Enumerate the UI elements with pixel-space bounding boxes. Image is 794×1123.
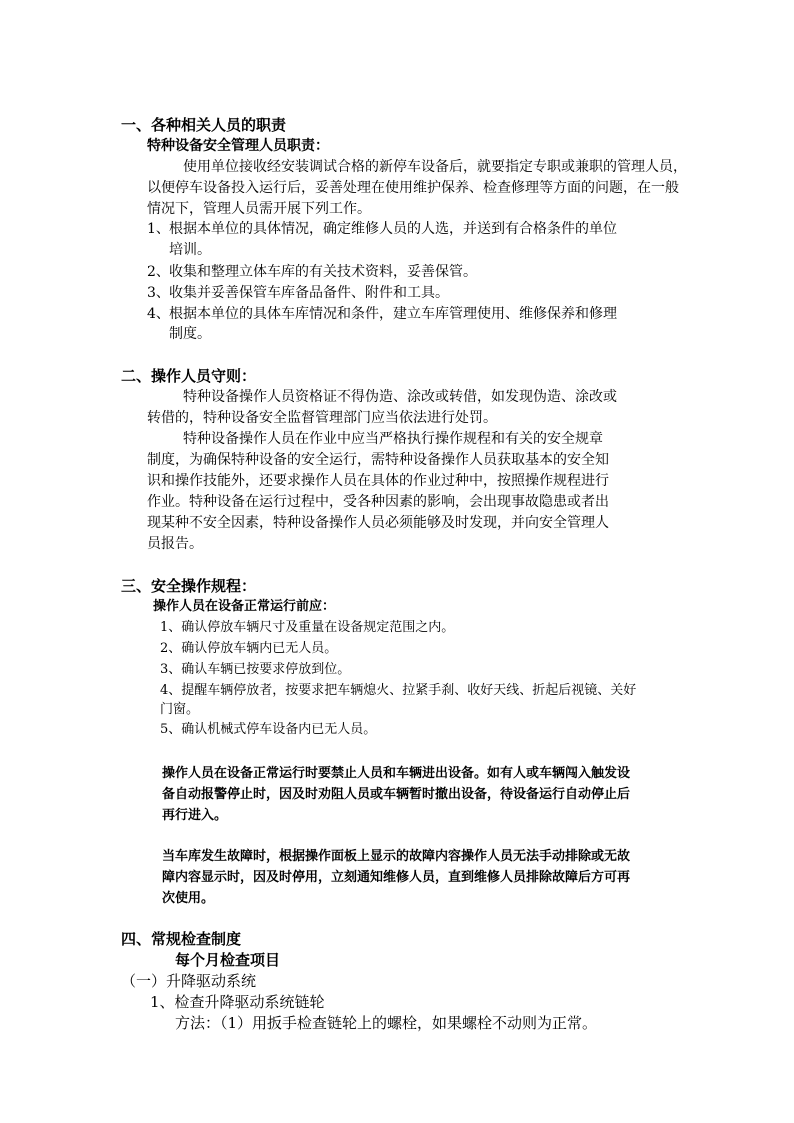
- section2-para2-line-2: 制度，为确保特种设备的安全运行，需特种设备操作人员获取基本的安全知: [147, 452, 609, 468]
- section3-bold-para2-line-3: 次使用。: [162, 891, 215, 906]
- list-item-continuation: 门窗。: [160, 702, 200, 717]
- list-item-number: 2、: [147, 264, 170, 280]
- list-item-continuation: 培训。: [169, 242, 211, 258]
- list-item: 1、确认停放车辆尺寸及重量在设备规定范围之内。: [160, 620, 455, 635]
- section4-heading: 四、常规检查制度: [121, 930, 242, 948]
- list-item-number: 4、: [147, 306, 170, 322]
- section3-subheading: 操作人员在设备正常运行前应：: [153, 599, 336, 614]
- section2-para2-line-4: 作业。特种设备在运行过程中，受各种因素的影响，会出现事故隐患或者出: [147, 494, 609, 510]
- list-item-text: 收集和整理立体车库的有关技术资料，妥善保管。: [169, 264, 477, 280]
- section3-bold-para1-line-3: 再行进入。: [162, 808, 228, 823]
- list-item: 4、提醒车辆停放者，按要求把车辆熄火、拉紧手刹、收好天线、折起后视镜、关好: [160, 683, 637, 698]
- section4-item: 1、检查升降驱动系统链轮: [150, 993, 325, 1011]
- section2-para1-line-2: 转借的，特种设备安全监督管理部门应当依法进行处罚。: [147, 410, 497, 426]
- list-item: [147, 262, 477, 282]
- list-item: 3、确认车辆已按要求停放到位。: [160, 662, 351, 677]
- section4-subsection-title: （一）升降驱动系统: [121, 972, 257, 990]
- list-item: [147, 219, 617, 239]
- section2-para2-line-1: 特种设备操作人员在作业中应当严格执行操作规程和有关的安全规章: [183, 431, 603, 447]
- list-item-text: 收集并妥善保管车库备品备件、附件和工具。: [169, 285, 449, 301]
- list-item: 2、确认停放车辆内已无人员。: [160, 641, 338, 656]
- list-item: 5、确认机械式停车设备内已无人员。: [160, 722, 377, 737]
- section1-subheading: 特种设备安全管理人员职责：: [147, 138, 329, 154]
- section2-para2-line-3: 识和操作技能外，还要求操作人员在具体的作业过种中，按照操作规程进行: [147, 473, 609, 489]
- list-item: [147, 304, 617, 324]
- section2-para2-line-5: 现某种不安全因素，特种设备操作人员必须能够及时发现，并向安全管理人: [147, 515, 609, 531]
- section3-heading: 三、安全操作规程：: [121, 577, 257, 595]
- section3-bold-para2-line-1: 当车库发生故障时，根据操作面板上显示的故障内容操作人员无法手动排除或无故: [162, 849, 631, 864]
- section1-para-line-3: 情况下，管理人员需开展下列工作。: [147, 201, 371, 217]
- section4-subheading: 每个月检查项目: [175, 951, 281, 969]
- list-item-text: 根据本单位的具体车库情况和条件，建立车库管理使用、维修保养和修理: [169, 306, 617, 322]
- section1-para-line-1: 使用单位接收经安装调试合格的新停车设备后，就要指定专职或兼职的管理人员，: [183, 159, 687, 175]
- section1-para-line-2: 以便停车设备投入运行后，妥善处理在使用维护保养、检查修理等方面的问题，在一般: [147, 180, 679, 196]
- list-item: [147, 283, 449, 303]
- section3-bold-para1-line-2: 备自动报警停止时，因及时劝阻人员或车辆暂时撤出设备，待设备运行自动停止后: [162, 787, 631, 802]
- section3-bold-para2-line-2: 障内容显示时，因及时停用，立刻通知维修人员，直到维修人员排除故障后方可再: [162, 870, 631, 885]
- list-item-continuation: 制度。: [169, 326, 211, 342]
- section4-method: 方法：（1）用扳手检查链轮上的螺栓，如果螺栓不动则为正常。: [175, 1014, 598, 1032]
- section1-heading: 一、各种相关人员的职责: [121, 116, 287, 134]
- list-item-text: 根据本单位的具体情况，确定维修人员的人选，并送到有合格条件的单位: [169, 221, 617, 237]
- section2-para2-line-6: 员报告。: [147, 536, 203, 552]
- list-item-number: 1、: [147, 221, 170, 237]
- list-item-number: 3、: [147, 285, 170, 301]
- section3-bold-para1-line-1: 操作人员在设备正常运行时要禁止人员和车辆进出设备。如有人或车辆闯入触发设: [162, 766, 631, 781]
- section2-heading: 二、操作人员守则：: [121, 367, 257, 385]
- section2-para1-line-1: 特种设备操作人员资格证不得伪造、涂改或转借，如发现伪造、涂改或: [183, 389, 617, 405]
